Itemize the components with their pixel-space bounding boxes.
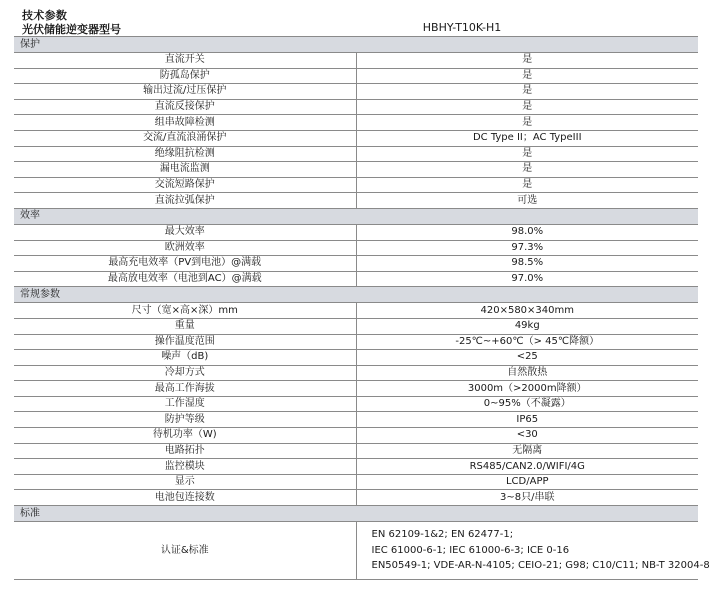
cert-label: 认证&标准 bbox=[14, 522, 356, 580]
spec-table-body bbox=[14, 37, 710, 580]
spec-param: 尺寸（宽×高×深）mm bbox=[14, 303, 356, 319]
spec-value: 49kg bbox=[356, 318, 698, 334]
spec-row bbox=[14, 443, 698, 459]
spec-row bbox=[14, 256, 698, 272]
spec-value: 97.0% bbox=[356, 271, 698, 287]
spec-param: 直流开关 bbox=[14, 53, 356, 69]
spec-param: 交流短路保护 bbox=[14, 177, 356, 193]
section-title: 常规参数 bbox=[14, 287, 698, 303]
spec-value: 是 bbox=[356, 162, 698, 178]
spec-value: LCD/APP bbox=[356, 474, 698, 490]
spec-param: 输出过流/过压保护 bbox=[14, 84, 356, 100]
section-header bbox=[14, 208, 698, 224]
spec-heading: 技术参数 bbox=[22, 9, 68, 22]
cert-line: IEC 61000-6-1; IEC 61000-6-3; ICE 0-16 bbox=[371, 544, 570, 556]
spec-row bbox=[14, 428, 698, 444]
spec-param: 监控模块 bbox=[14, 459, 356, 475]
spec-value: DC Type II；AC TypeIII bbox=[356, 130, 698, 146]
spec-value: 是 bbox=[356, 177, 698, 193]
spec-row bbox=[14, 84, 698, 100]
section-title: 效率 bbox=[14, 208, 698, 224]
spec-param: 待机功率（W) bbox=[14, 428, 356, 444]
spec-param: 最大效率 bbox=[14, 224, 356, 240]
spec-row bbox=[14, 412, 698, 428]
cert-line: EN 62109-1&2; EN 62477-1; bbox=[371, 529, 514, 541]
spec-value: 0~95%（不凝露） bbox=[356, 396, 698, 412]
spec-value: 是 bbox=[356, 53, 698, 69]
spec-row bbox=[14, 459, 698, 475]
cert-row bbox=[14, 522, 698, 580]
spec-param: 欧洲效率 bbox=[14, 240, 356, 256]
spec-value: <30 bbox=[356, 428, 698, 444]
spec-value: IP65 bbox=[356, 412, 698, 428]
spec-param: 电路拓扑 bbox=[14, 443, 356, 459]
spec-row bbox=[14, 193, 698, 209]
spec-row bbox=[14, 53, 698, 69]
spec-param: 最高充电效率（PV到电池）@满载 bbox=[14, 256, 356, 272]
spec-table bbox=[14, 36, 710, 580]
section-title: 保护 bbox=[14, 37, 698, 53]
spec-param: 组串故障检测 bbox=[14, 115, 356, 131]
spec-param: 漏电流监测 bbox=[14, 162, 356, 178]
spec-param: 操作温度范围 bbox=[14, 334, 356, 350]
spec-row bbox=[14, 224, 698, 240]
spec-row bbox=[14, 177, 698, 193]
spec-value: 是 bbox=[356, 84, 698, 100]
section-title: 标准 bbox=[14, 506, 698, 522]
spec-param: 交流/直流浪涌保护 bbox=[14, 130, 356, 146]
spec-value: <25 bbox=[356, 350, 698, 366]
spec-value: 420×580×340mm bbox=[356, 303, 698, 319]
spec-value: 可选 bbox=[356, 193, 698, 209]
spec-row bbox=[14, 162, 698, 178]
spec-value: 97.3% bbox=[356, 240, 698, 256]
spec-param: 噪声（dB) bbox=[14, 350, 356, 366]
spec-value: 是 bbox=[356, 115, 698, 131]
spec-value: 98.0% bbox=[356, 224, 698, 240]
model-label: 光伏储能逆变器型号 bbox=[22, 23, 121, 36]
spec-param: 直流拉弧保护 bbox=[14, 193, 356, 209]
spec-value: 自然散热 bbox=[356, 365, 698, 381]
spec-row bbox=[14, 474, 698, 490]
spec-row bbox=[14, 490, 698, 506]
spec-param: 冷却方式 bbox=[14, 365, 356, 381]
spec-row bbox=[14, 68, 698, 84]
spec-row bbox=[14, 350, 698, 366]
spec-value: -25℃~+60℃（> 45℃降额） bbox=[356, 334, 698, 350]
spec-row bbox=[14, 115, 698, 131]
section-header bbox=[14, 287, 698, 303]
spec-row bbox=[14, 99, 698, 115]
spec-row bbox=[14, 365, 698, 381]
spec-row bbox=[14, 146, 698, 162]
cert-line: EN50549-1; VDE-AR-N-4105; CEIO-21; G98; C10/C11; NB-T 32004-8 bbox=[371, 560, 710, 572]
spec-value: 是 bbox=[356, 68, 698, 84]
spec-value: 是 bbox=[356, 99, 698, 115]
spec-value: 3000m（>2000m降额） bbox=[356, 381, 698, 397]
spec-row bbox=[14, 381, 698, 397]
section-header bbox=[14, 37, 698, 53]
spec-row bbox=[14, 240, 698, 256]
spec-row bbox=[14, 303, 698, 319]
model-value: HBHY-T10K-H1 bbox=[422, 21, 502, 34]
spec-value: 3~8只/串联 bbox=[356, 490, 698, 506]
spec-param: 防孤岛保护 bbox=[14, 68, 356, 84]
spec-param: 显示 bbox=[14, 474, 356, 490]
spec-value: RS485/CAN2.0/WIFI/4G bbox=[356, 459, 698, 475]
spec-param: 防护等级 bbox=[14, 412, 356, 428]
spec-value: 无隔离 bbox=[356, 443, 698, 459]
spec-param: 直流反接保护 bbox=[14, 99, 356, 115]
spec-row bbox=[14, 334, 698, 350]
spec-param: 最高放电效率（电池到AC）@满载 bbox=[14, 271, 356, 287]
spec-param: 绝缘阻抗检测 bbox=[14, 146, 356, 162]
spec-value: 是 bbox=[356, 146, 698, 162]
model-row bbox=[0, 21, 698, 36]
spec-value: 98.5% bbox=[356, 256, 698, 272]
spec-row bbox=[14, 396, 698, 412]
section-header bbox=[14, 506, 698, 522]
spec-row bbox=[14, 271, 698, 287]
spec-param: 重量 bbox=[14, 318, 356, 334]
spec-row bbox=[14, 130, 698, 146]
spec-param: 工作湿度 bbox=[14, 396, 356, 412]
spec-param: 电池包连接数 bbox=[14, 490, 356, 506]
spec-param: 最高工作海拔 bbox=[14, 381, 356, 397]
spec-row bbox=[14, 318, 698, 334]
cert-values bbox=[356, 522, 710, 580]
